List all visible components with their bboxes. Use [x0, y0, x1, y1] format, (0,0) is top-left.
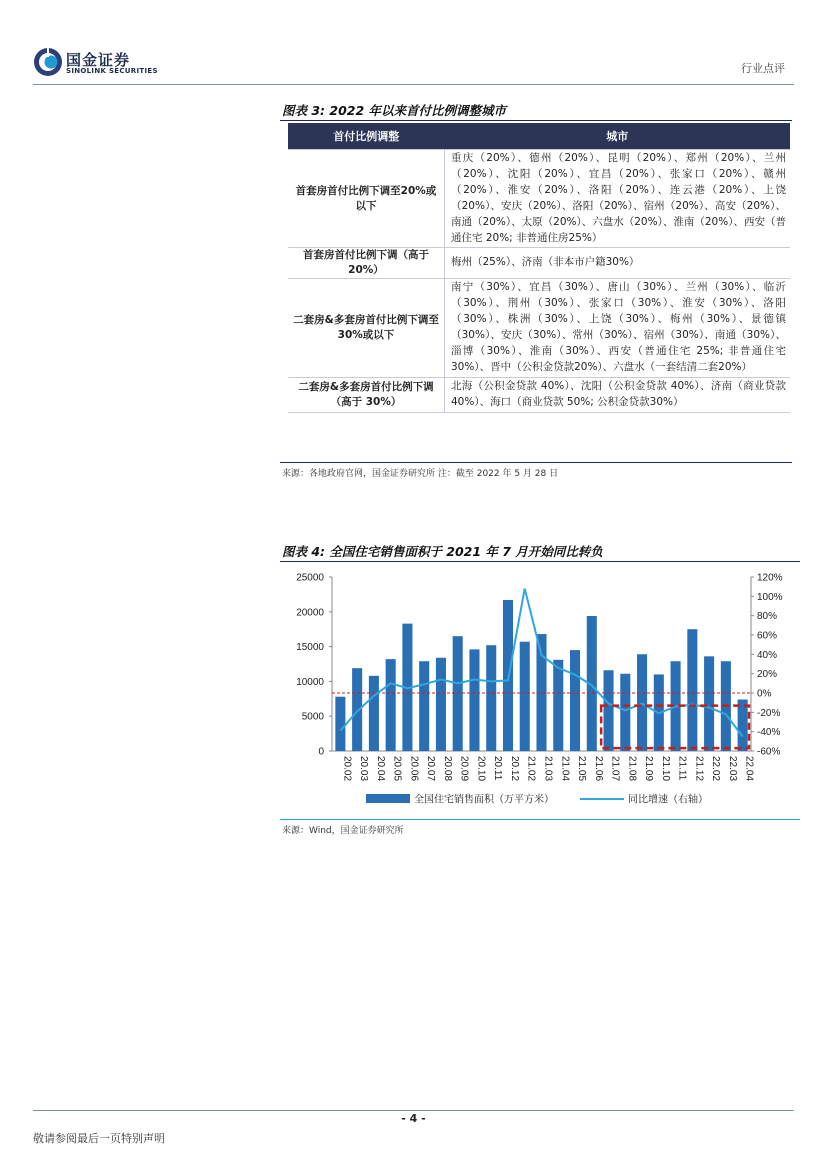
- right-axis-tick-label: 60%: [757, 630, 778, 642]
- footer-divider: [33, 1110, 794, 1111]
- figure3-bottom-rule: [280, 462, 792, 463]
- right-axis-tick-label: 120%: [757, 572, 783, 584]
- legend-bar-label: 全国住宅销售面积（万平方米）: [414, 794, 554, 806]
- adjustment-cell: 二套房&多套房首付比例下调（高于 30%）: [288, 377, 445, 412]
- x-axis-tick-label: 20.05: [391, 756, 403, 782]
- bar: [369, 676, 379, 751]
- bar: [453, 636, 463, 751]
- right-axis-tick-label: -20%: [757, 707, 781, 719]
- brand-name-en: SINOLINK SECURITIES: [66, 67, 158, 75]
- figure3-top-rule: [280, 120, 792, 121]
- report-section-label: 行业点评: [741, 62, 785, 75]
- right-axis-tick-label: 0%: [757, 688, 772, 700]
- x-axis-tick-label: 21.05: [576, 756, 588, 782]
- right-axis-tick-label: 80%: [757, 611, 778, 623]
- bar: [738, 699, 748, 751]
- right-axis-tick-label: 100%: [757, 591, 783, 603]
- figure4-title: 图表 4: 全国住宅销售面积于 2021 年 7 月开始同比转负: [282, 544, 603, 559]
- x-axis-tick-label: 21.02: [525, 756, 537, 782]
- brand-name: 国金证券: [66, 51, 131, 69]
- figure4-top-rule: [280, 561, 800, 562]
- x-axis-tick-label: 21.06: [592, 756, 604, 782]
- x-axis-tick-label: 20.10: [475, 756, 487, 782]
- disclaimer-note: 敬请参阅最后一页特别声明: [33, 1132, 165, 1145]
- left-axis-tick-label: 15000: [296, 642, 324, 654]
- header-divider: [33, 84, 794, 85]
- adjustment-cell: 首套房首付比例下调至20%或以下: [288, 150, 445, 248]
- legend-line-label: 同比增速（右轴）: [628, 794, 708, 806]
- cities-cell: 重庆（20%）、德州（20%）、昆明（20%）、郑州（20%）、兰州（20%）、沈阳（20%）、宜昌（20%）、张家口（20%）、赣州（20%）、淮安（20%）、洛阳（20%）、连云港（20%）、上饶（20%）、安庆（20%）、洛阳（20%）、宿州（20%）、高安（20%）、南通（20%）、太原（20%）、六盘水（20%）、淮南（20%）、西安（普通住宅 20%; 非普通住房25%）: [445, 150, 791, 248]
- left-axis-tick-label: 20000: [296, 607, 324, 619]
- bar: [386, 659, 396, 751]
- x-axis-tick-label: 21.11: [676, 756, 688, 781]
- bar: [436, 658, 446, 751]
- x-axis-tick-label: 20.02: [341, 756, 353, 782]
- left-axis-tick-label: 5000: [301, 711, 324, 723]
- x-axis-tick-label: 21.03: [542, 756, 554, 782]
- adjustment-cell: 首套房首付比例下调（高于 20%）: [288, 248, 445, 279]
- table-row: [288, 150, 790, 248]
- x-axis-tick-label: 20.07: [425, 756, 437, 782]
- table-row: [288, 279, 790, 377]
- sales-area-chart: [280, 563, 800, 815]
- x-axis-tick-label: 21.09: [643, 756, 655, 782]
- table-row: [288, 248, 790, 279]
- left-axis-tick-label: 25000: [296, 572, 324, 584]
- left-axis-tick-label: 0: [318, 746, 324, 758]
- right-axis-tick-label: -60%: [757, 746, 781, 758]
- figure4-bottom-rule: [280, 819, 800, 820]
- bar: [704, 656, 714, 751]
- x-axis-tick-label: 20.06: [408, 756, 420, 782]
- page-number: - 4 -: [401, 1112, 426, 1125]
- x-axis-tick-label: 20.09: [458, 756, 470, 782]
- x-axis-tick-label: 22.02: [710, 756, 722, 782]
- x-axis-tick-label: 20.04: [374, 756, 386, 782]
- figure3-title: 图表 3: 2022 年以来首付比例调整城市: [282, 103, 507, 118]
- table-header-row: [288, 123, 790, 150]
- cities-cell: 梅州（25%）、济南（非本市户籍30%）: [445, 248, 791, 279]
- table-row: [288, 377, 790, 412]
- x-axis-tick-label: 21.12: [693, 756, 705, 782]
- cities-cell: 北海（公积金贷款 40%）、沈阳（公积金贷款 40%）、济南（商业贷款 40%）、海口（商业贷款 50%; 公积金贷款30%）: [445, 377, 791, 412]
- right-axis-tick-label: -40%: [757, 727, 781, 739]
- bar: [604, 670, 614, 751]
- x-axis-tick-label: 21.04: [559, 756, 571, 782]
- column-header-cities: 城市: [445, 123, 791, 150]
- x-axis-tick-label: 20.08: [441, 756, 453, 782]
- x-axis-tick-label: 20.12: [508, 756, 520, 782]
- bar: [520, 642, 530, 751]
- bar: [469, 649, 479, 751]
- x-axis-tick-label: 21.07: [609, 756, 621, 782]
- bar: [486, 645, 496, 751]
- figure4-source: 来源：Wind，国金证券研究所: [282, 826, 404, 836]
- x-axis-tick-label: 21.08: [626, 756, 638, 782]
- x-axis-tick-label: 22.04: [743, 756, 755, 782]
- adjustment-cell: 二套房&多套房首付比例下调至 30%或以下: [288, 279, 445, 377]
- down-payment-table: [288, 123, 790, 413]
- bar: [352, 668, 362, 751]
- x-axis-tick-label: 22.03: [726, 756, 738, 782]
- legend-bar-swatch: [366, 794, 410, 803]
- x-axis-tick-label: 21.10: [659, 756, 671, 782]
- right-axis-tick-label: 20%: [757, 669, 778, 681]
- cities-cell: 南宁（30%）、宜昌（30%）、唐山（30%）、兰州（30%）、临沂（30%）、荆州（30%）、张家口（30%）、淮安（30%）、洛阳（30%）、株洲（30%）、上饶（30%）、梅州（30%）、景德镇（30%）、安庆（30%）、常州（30%）、宿州（30%）、南通（30%）、淄博（30%）、淮南（30%）、西安（普通住宅 25%; 非普通住宅 30%）、晋中（公积金贷款20%）、六盘水（一套结清二套20%）: [445, 279, 791, 377]
- sinolink-logo-icon: [33, 47, 63, 77]
- x-axis-tick-label: 20.11: [492, 756, 504, 781]
- bar: [419, 661, 429, 751]
- x-axis-tick-label: 20.03: [358, 756, 370, 782]
- left-axis-tick-label: 10000: [296, 676, 324, 688]
- bar: [335, 697, 345, 751]
- bar: [570, 650, 580, 751]
- bar: [553, 660, 563, 751]
- figure3-source: 来源：各地政府官网，国金证券研究所 注：截至 2022 年 5 月 28 日: [282, 469, 559, 479]
- right-axis-tick-label: 40%: [757, 649, 778, 661]
- bar: [620, 674, 630, 751]
- bar: [687, 629, 697, 751]
- column-header-adjustment: 首付比例调整: [288, 123, 445, 150]
